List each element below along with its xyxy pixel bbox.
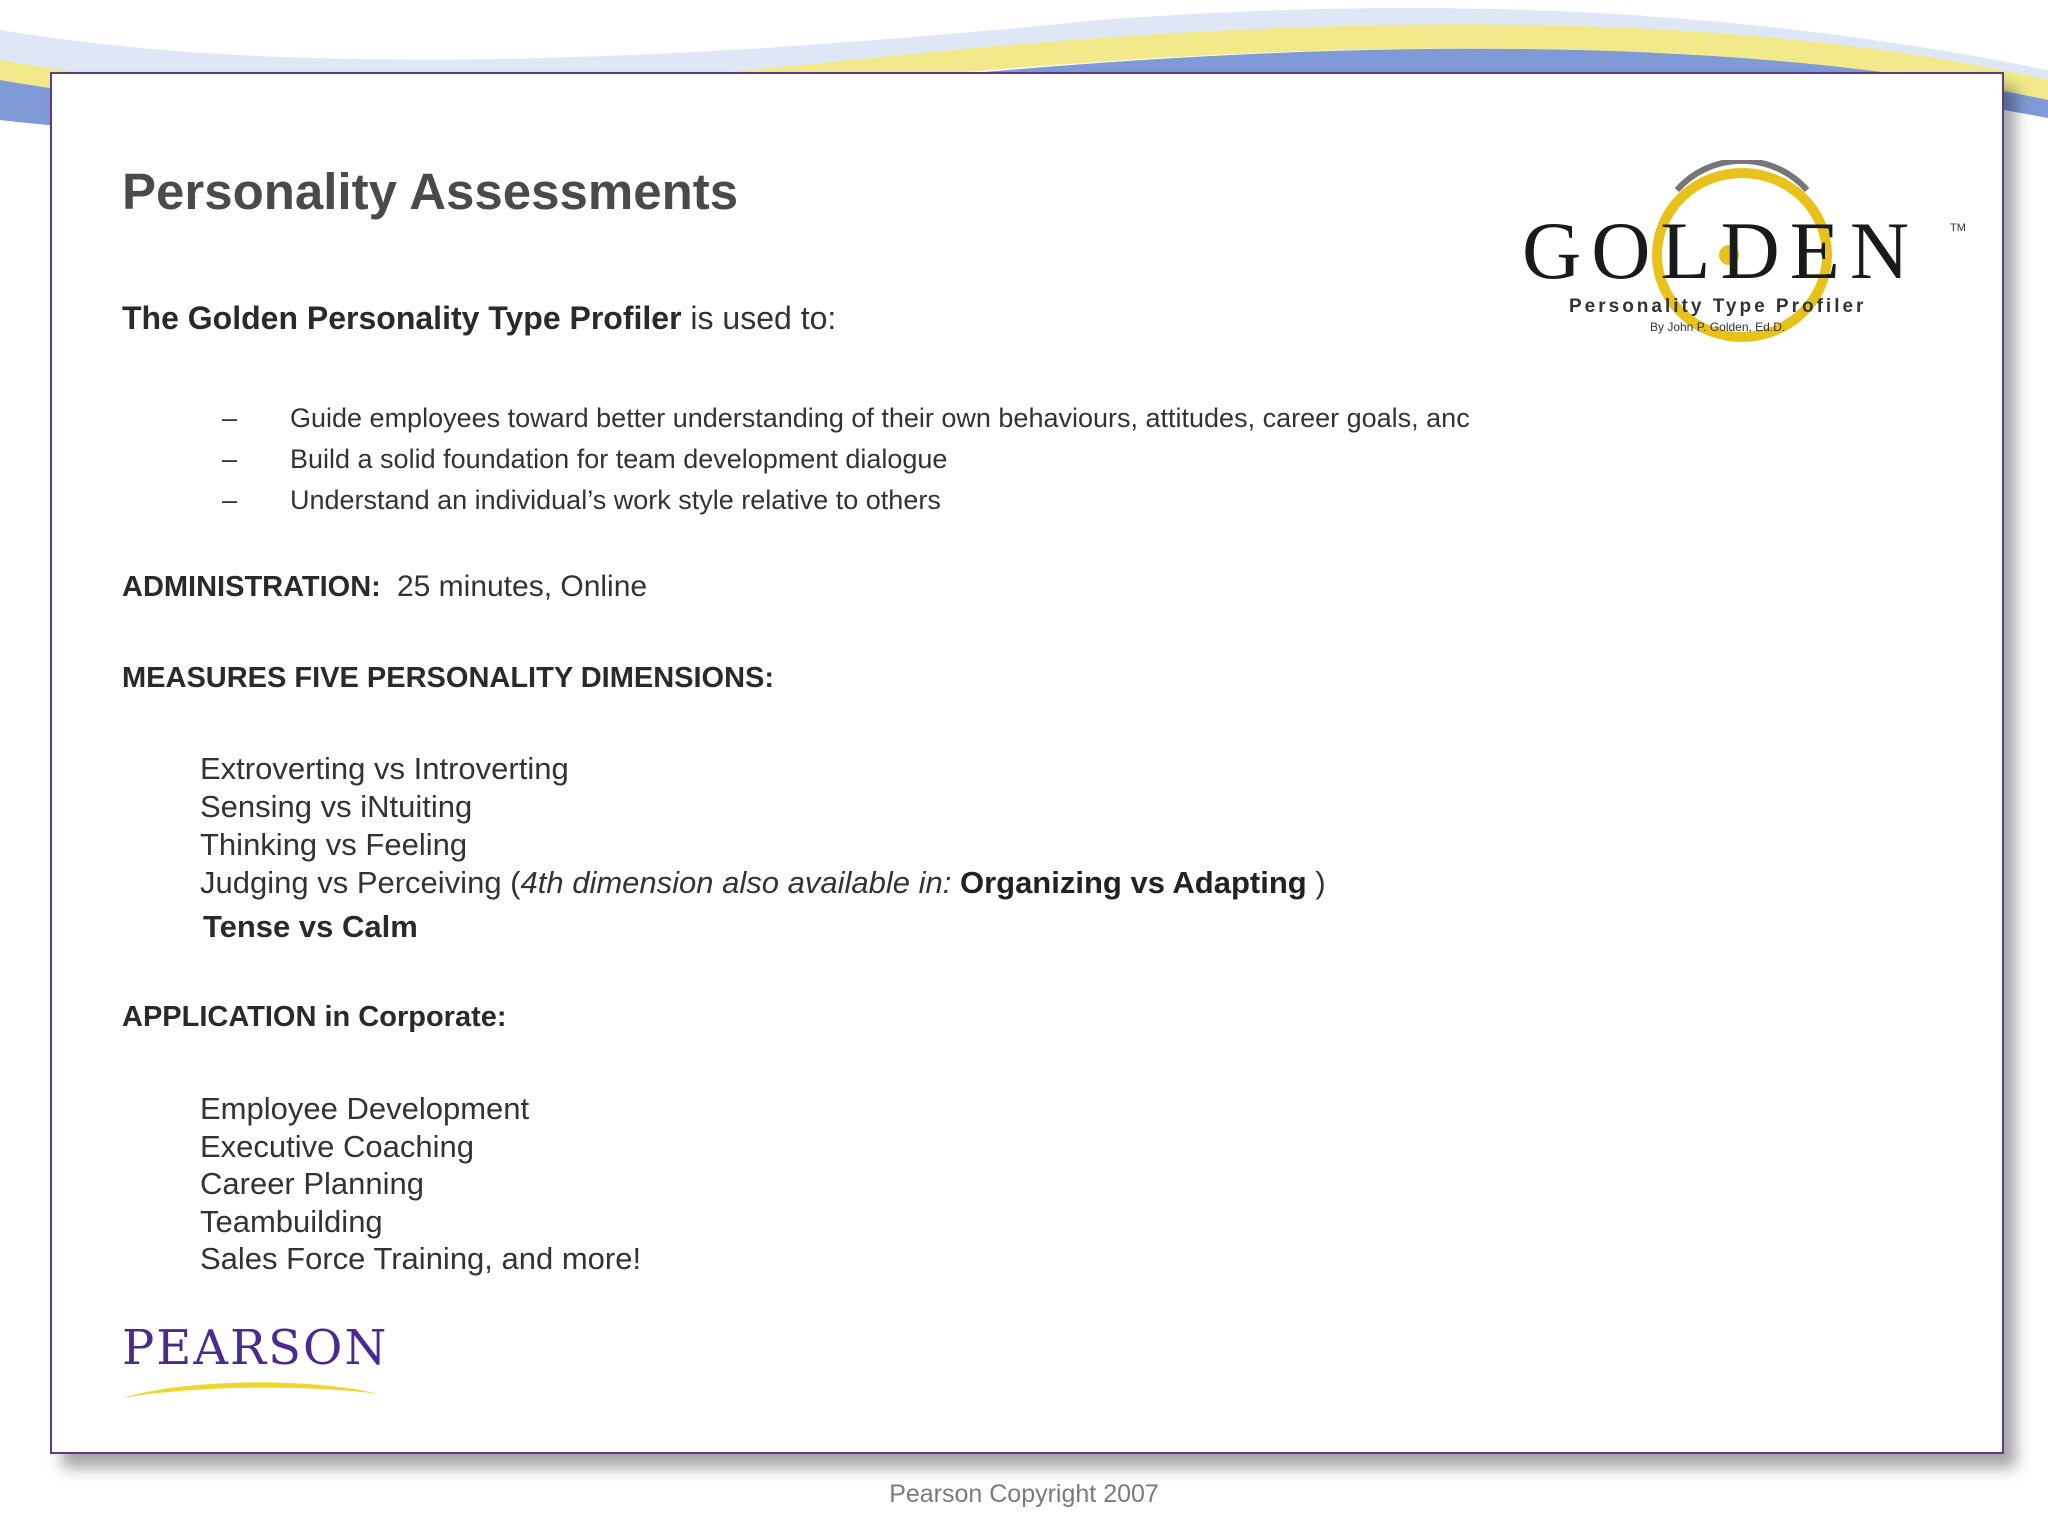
pearson-logo	[122, 1320, 389, 1404]
list-item: Thinking vs Feeling	[200, 827, 468, 862]
list-item: Judging vs Perceiving (4th dimension also available in: Organizing vs Adapting )	[200, 865, 1326, 900]
dimensions-list	[200, 750, 1326, 902]
pearson-swoosh-icon	[122, 1376, 382, 1402]
golden-logo	[1522, 160, 1970, 350]
dimensions-heading: MEASURES FIVE PERSONALITY DIMENSIONS:	[122, 662, 775, 694]
golden-subtitle: Personality Type Profiler	[1569, 296, 1867, 317]
page-title: Personality Assessments	[122, 163, 739, 220]
list-item: Career Planning	[200, 1166, 425, 1201]
list-item: Employee Development	[200, 1091, 530, 1126]
list-item: Sales Force Training, and more!	[200, 1241, 642, 1276]
list-item: Sensing vs iNtuiting	[200, 789, 473, 824]
list-item: Teambuilding	[200, 1203, 383, 1239]
fifth-dimension: Tense vs Calm	[203, 909, 418, 944]
list-item: Extroverting vs Introverting	[200, 751, 569, 786]
dash-icon: –	[222, 444, 238, 474]
list-item: – Understand an individual’s work style relative to others	[222, 480, 1470, 521]
pearson-wordmark: PEARSON	[122, 1320, 389, 1376]
administration-line	[122, 570, 647, 604]
intro-line	[122, 300, 836, 337]
list-item: – Build a solid foundation for team development dialogue	[222, 439, 1470, 480]
application-list	[200, 1090, 641, 1278]
alt-dimension: Organizing vs Adapting	[959, 865, 1307, 900]
dimension-note: 4th dimension also available in:	[520, 865, 952, 900]
intro-suffix: is used to:	[681, 300, 837, 336]
purpose-list	[222, 398, 1470, 521]
product-name: The Golden Personality Type Profiler	[122, 300, 682, 336]
administration-value: 25 minutes, Online	[396, 570, 648, 603]
dash-icon: –	[222, 485, 238, 515]
list-item: Executive Coaching	[200, 1128, 474, 1164]
list-item: – Guide employees toward better understanding of their own behaviours, attitudes, career goals, anc	[222, 398, 1470, 439]
golden-tm: TM	[1950, 222, 1966, 234]
copyright-footer: Pearson Copyright 2007	[889, 1480, 1159, 1508]
administration-label: ADMINISTRATION:	[122, 571, 381, 603]
application-heading: APPLICATION in Corporate:	[122, 1001, 507, 1033]
golden-wordmark: GOLDEN	[1522, 205, 1920, 296]
golden-byline: By John P. Golden, Ed.D.	[1650, 320, 1786, 334]
dash-icon: –	[222, 403, 238, 433]
